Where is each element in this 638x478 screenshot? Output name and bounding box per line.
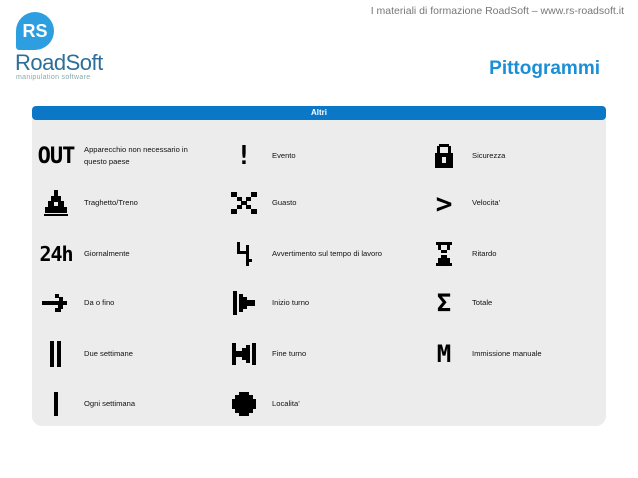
fault-x-icon [220,183,268,223]
logo-monogram: RS [16,12,54,50]
pictogram-label: Giornalmente [84,249,130,258]
pictogram-label: Ogni settimana [84,399,136,408]
pictogram-item [220,283,410,323]
pictogram-item [220,384,410,424]
double-bar-icon [32,334,80,374]
hourglass-icon [420,234,468,274]
pictogram-label: Evento [272,151,296,160]
panel-header: Altri [32,106,606,120]
out-icon: OUT [37,143,75,169]
pictogram-item [420,136,606,176]
pictogram-label: Totale [472,298,493,307]
logo-tagline: manipulation software [16,74,91,81]
sigma-icon: Σ [436,289,452,317]
shift-end-icon [220,334,268,374]
logo-name: RoadSoft [15,50,103,75]
ferry-icon [32,183,80,223]
padlock-icon [420,136,468,176]
pictogram-item [220,334,410,374]
pictogram-label: Avvertimento sul tempo di lavoro [272,249,383,258]
speed-chevron-icon: > [435,186,453,220]
pictogram-item [220,136,410,176]
pictogram-label: Traghetto/Treno [84,198,138,207]
pictogram-item [32,183,222,223]
roadsoft-logo [14,10,104,80]
pictogram-label: Inizio turno [272,298,310,307]
pictogram-item [32,384,222,424]
working-time-warning-icon [220,234,268,274]
pictogram-label: Apparecchio non necessario in questo paese [84,145,188,166]
location-icon [220,384,268,424]
pictogram-item [32,283,222,323]
pictogram-label: Velocita’ [472,198,501,207]
pictogram-label: Sicurezza [472,151,506,160]
pictogram-label: Localita’ [272,399,300,408]
pictogram-item [420,283,606,323]
exclamation-icon: ! [236,141,252,171]
pictogram-item [420,234,606,274]
pictogram-label: Due settimane [84,349,133,358]
header-source: I materiali di formazione RoadSoft – www.rs-roadsoft.it [370,5,624,17]
pictogram-item [32,334,222,374]
pictogram-label: Guasto [272,198,297,207]
from-to-arrow-icon [32,283,80,323]
pictogram-item [32,136,222,176]
shift-start-icon [220,283,268,323]
pictogram-label: Da o fino [84,298,115,307]
manual-entry-icon: M [436,340,452,368]
single-bar-icon [32,384,80,424]
24h-icon: 24h [39,242,73,266]
pictogram-item [220,234,410,274]
pictogram-item [32,234,222,274]
pictogram-item [220,183,410,223]
pictogram-label: Ritardo [472,249,497,258]
pictogram-item [420,183,606,223]
pictogram-label: Immissione manuale [472,349,542,358]
pictogram-panel [32,106,606,426]
pictogram-label: Fine turno [272,349,307,358]
page-title: Pittogrammi [489,58,600,79]
pictogram-item [420,334,606,374]
